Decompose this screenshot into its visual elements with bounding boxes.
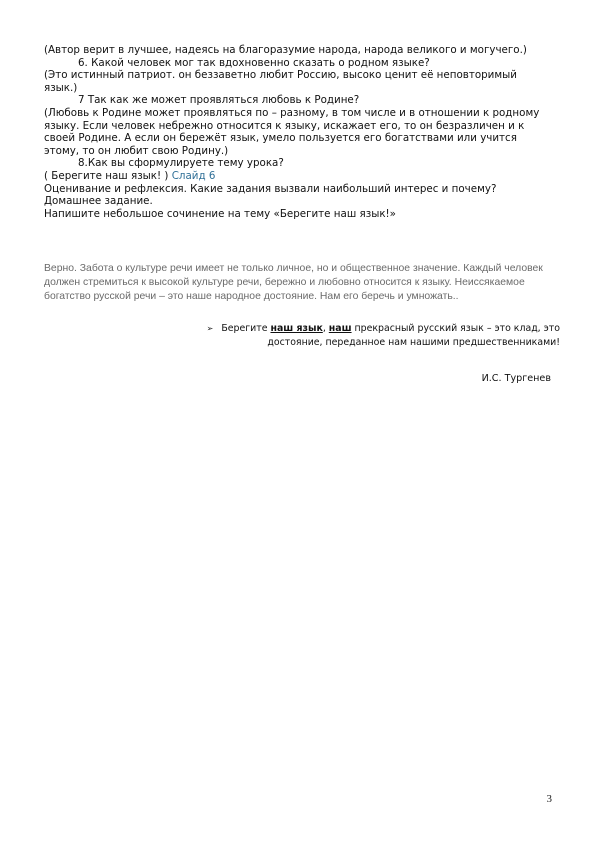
quote-author: И.С. Тургенев: [481, 373, 551, 384]
text-line: (Автор верит в лучшее, надеясь на благоразумие народа, народа великого и могучего.): [44, 44, 527, 56]
question-6: 6. Какой человек мог так вдохновенно сказать о родном языке?: [78, 56, 430, 69]
slide-6-link[interactable]: Слайд 6: [171, 169, 216, 182]
question-7: 7 Так как же может проявляться любовь к Родине?: [78, 94, 360, 107]
homework-heading: Домашнее задание.: [44, 195, 153, 208]
slide-reference: [44, 170, 552, 183]
reflection-line: Оценивание и рефлексия. Какие задания вызвали наибольший интерес и почему?: [44, 182, 497, 195]
answer-6: (Это истинный патриот. он беззаветно любит Россию, высоко ценит её неповторимый язык.): [44, 69, 517, 94]
question-8: 8.Как вы сформулируете тему урока?: [78, 157, 284, 170]
teacher-summary: Верно. Забота о культуре речи имеет не только личное, но и общественное значение. Каждый человек должен стремиться к высокой культуре речи, бережно и любовно относится к языку. Неиссякаемое богатство русской речи – это наше народное достояние. Нам его беречь и умножать..: [44, 263, 543, 302]
lesson-text: [44, 44, 552, 220]
homework-task: Напишите небольшое сочинение на тему «Берегите наш язык!»: [44, 207, 396, 220]
turgenev-quote: ➢ Берегите наш язык, наш прекрасный русский язык – это клад, это достояние, переданное нам нашими предшественниками!: [206, 323, 560, 348]
lesson-theme: ( Берегите наш язык! ): [44, 169, 172, 182]
answer-7: (Любовь к Родине может проявляться по – разному, в том числе и в отношении к родному языку. Если человек небрежно относится к языку, искажает его, то он безразличен и к своей Родине. А если он бережёт язык, умело пользуется его богатствами или учится этому, то он любит свою Родину.): [44, 106, 540, 157]
arrow-bullet-icon: ➢: [206, 324, 214, 333]
page-number: 3: [546, 793, 552, 805]
